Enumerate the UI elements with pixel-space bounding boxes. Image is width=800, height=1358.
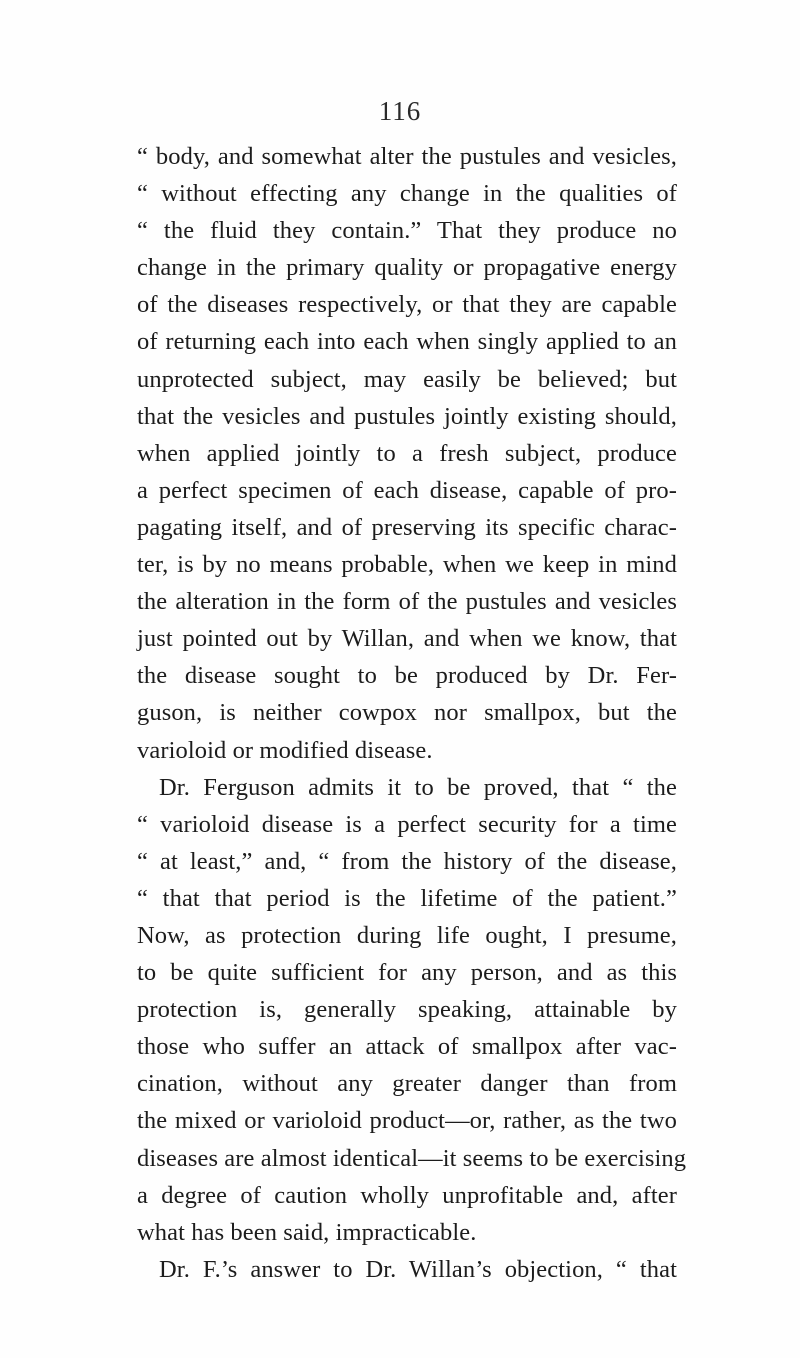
text-line: “ that that period is the lifetime of the patient.” (137, 884, 677, 912)
text-line: pagating itself, and of preserving its specific charac- (137, 513, 677, 541)
text-line: the disease sought to be produced by Dr. Fer- (137, 662, 677, 690)
text-line: a degree of caution wholly unprofitable and, after (137, 1181, 677, 1209)
text-line: protection is, generally speaking, attainable by (137, 996, 677, 1024)
text-line: “ without effecting any change in the qualities of (137, 180, 677, 208)
text-line: unprotected subject, may easily be believed; but (137, 365, 677, 393)
text-line: varioloid or modified disease. (137, 736, 433, 764)
text-line: those who suffer an attack of smallpox after vac- (137, 1033, 677, 1061)
text-line: just pointed out by Willan, and when we know, that (137, 625, 677, 653)
text-line: of the diseases respectively, or that they are capable (137, 291, 677, 319)
text-line: change in the primary quality or propagative energy (137, 254, 677, 282)
text-line: that the vesicles and pustules jointly existing should, (137, 402, 677, 430)
text-line: when applied jointly to a fresh subject, produce (137, 439, 677, 467)
text-line: Now, as protection during life ought, I presume, (137, 921, 677, 949)
text-line: Dr. F.’s answer to Dr. Willan’s objection, “ that (159, 1255, 677, 1283)
text-line: what has been said, impracticable. (137, 1218, 477, 1246)
text-line: ter, is by no means probable, when we keep in mind (137, 551, 677, 579)
text-line: “ at least,” and, “ from the history of the disease, (137, 847, 677, 875)
text-line: “ the fluid they contain.” That they produce no (137, 217, 677, 245)
text-line: the alteration in the form of the pustules and vesicles (137, 588, 677, 616)
text-line: “ varioloid disease is a perfect security for a time (137, 810, 677, 838)
text-line: to be quite sufficient for any person, and as this (137, 959, 677, 987)
text-line: diseases are almost identical—it seems to be exercising (137, 1144, 687, 1172)
body-text (137, 138, 687, 1288)
text-line: Dr. Ferguson admits it to be proved, that “ the (159, 773, 677, 801)
text-line: cination, without any greater danger than from (137, 1070, 677, 1098)
text-line: of returning each into each when singly applied to an (137, 328, 677, 356)
page-number: 116 (378, 96, 422, 126)
text-line: a perfect specimen of each disease, capable of pro- (137, 476, 677, 504)
text-line: guson, is neither cowpox nor smallpox, but the (137, 699, 677, 727)
text-line: the mixed or varioloid product—or, rather, as the two (137, 1107, 677, 1135)
text-line: “ body, and somewhat alter the pustules and vesicles, (137, 143, 677, 170)
